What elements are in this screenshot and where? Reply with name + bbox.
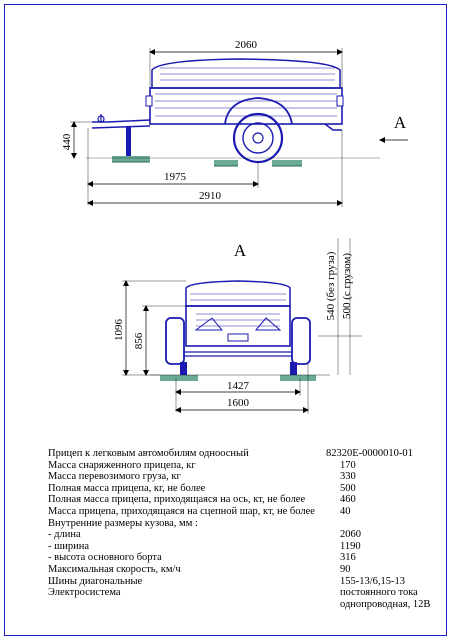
dim-length-2060: 2060	[235, 39, 257, 51]
rear-left-wheel	[166, 318, 184, 364]
spec-value: 82320Е-0000010-01	[326, 448, 413, 459]
spec-label: Масса снаряженного прицепа, кг	[48, 459, 196, 471]
dim-height-total-1096: 1096	[113, 319, 125, 341]
dim-height-440: 440	[61, 133, 73, 151]
side-wheel	[234, 114, 282, 162]
rear-right-wheel	[292, 318, 310, 364]
spec-value: 90	[340, 564, 351, 575]
spec-value: постоянного тока	[340, 587, 418, 599]
dim-track-1427: 1427	[227, 380, 249, 392]
spec-label: Полная масса прицепа, кг, не более	[48, 482, 206, 494]
rear-tarp	[186, 281, 290, 306]
spec-label: Масса прицепа, приходящаяся на сцепной шар, кт, не более	[48, 506, 315, 517]
rear-view	[113, 238, 362, 414]
dim-ground-empty: 540 (без груза)	[325, 251, 337, 321]
spec-label: - длина	[48, 529, 81, 541]
spec-label: Максимальная скорость, км/ч	[48, 564, 181, 575]
spec-value: 2060	[340, 529, 361, 541]
spec-value: 40	[340, 506, 351, 517]
rear-view-title: A	[233, 241, 247, 260]
view-marker-a: A	[393, 113, 407, 132]
spec-value: однопроводная, 12В	[340, 598, 431, 610]
spec-label: Полная масса прицепа, приходящаяся на ось, кт, не более	[48, 494, 306, 506]
spec-label: Прицеп к легковым автомобилям одноосный	[48, 448, 249, 459]
dim-width-1600: 1600	[227, 397, 249, 409]
side-body	[150, 88, 342, 124]
spec-label: - ширина	[48, 540, 89, 552]
spec-label: Масса перевозимого груза, кг	[48, 471, 181, 483]
spec-value: 170	[340, 459, 356, 471]
spec-label: Внутренние размеры кузова, мм :	[48, 517, 198, 529]
dim-ground-loaded: 500 (с грузом)	[341, 252, 353, 320]
support-leg	[126, 126, 131, 156]
spec-label: Электросистема	[48, 587, 121, 599]
side-view	[61, 39, 408, 207]
spec-value: 1190	[340, 540, 361, 552]
spec-value: 460	[340, 494, 356, 506]
spec-value: 316	[340, 552, 356, 564]
dim-height-body-856: 856	[133, 332, 145, 350]
spec-label: Шины диагональные	[48, 575, 143, 587]
spec-value: 330	[340, 471, 356, 483]
dim-overall-2910: 2910	[199, 190, 221, 202]
dim-axle-1975: 1975	[164, 171, 186, 183]
spec-value: 500	[340, 482, 356, 494]
spec-value: 155-13/6,15-13	[340, 575, 406, 587]
spec-label: - высота основного борта	[48, 552, 162, 564]
side-tarp	[152, 59, 340, 88]
